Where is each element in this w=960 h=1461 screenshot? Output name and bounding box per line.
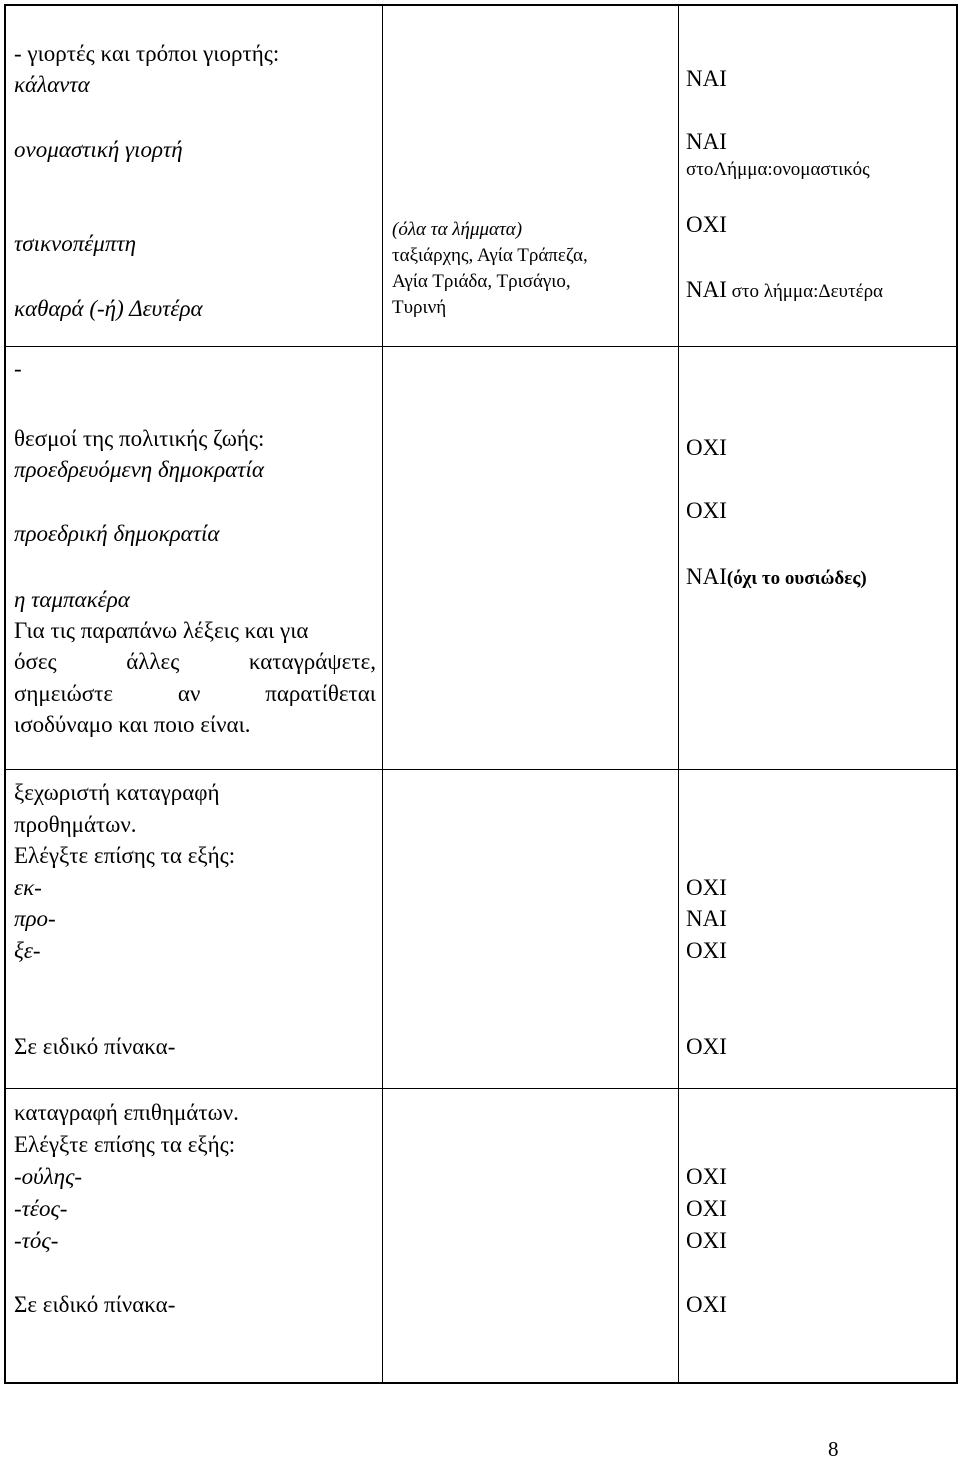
prefix-check: Ελέγξτε επίσης τα εξής: xyxy=(14,843,236,868)
row-divider-prefixes xyxy=(6,1088,956,1089)
prefix-kse: ξε- xyxy=(14,938,41,963)
prefix-kse-answer: ΟΧΙ xyxy=(686,938,727,963)
suffix-tos: -τός- xyxy=(14,1228,59,1253)
special-table-2: Σε ειδικό πίνακα- xyxy=(14,1292,176,1317)
kalanta-term: κάλαντα xyxy=(14,72,90,97)
instruction-line-3 xyxy=(14,678,376,709)
lemmas-line-3: Τυρινή xyxy=(392,297,447,318)
dash-marker: - xyxy=(14,356,22,381)
instruction-word: άλλες xyxy=(126,649,180,674)
kathara-note: στο λήμμα:Δευτέρα xyxy=(726,281,884,302)
suffix-line-1: καταγραφή επιθημάτων. xyxy=(14,1100,239,1125)
kalanta-answer: ΝΑΙ xyxy=(686,66,727,91)
tampakera-answer-line xyxy=(686,561,867,594)
column-divider-2 xyxy=(678,6,679,1382)
suffix-teos: -τέος- xyxy=(14,1196,68,1221)
instruction-word: σημειώστε xyxy=(14,681,114,706)
special-table-1: Σε ειδικό πίνακα- xyxy=(14,1034,176,1059)
tampakera-term: η ταμπακέρα xyxy=(14,587,130,612)
lemmas-line-2: Αγία Τριάδα, Τρισάγιο, xyxy=(392,271,571,292)
instruction-word: καταγράψετε, xyxy=(248,649,376,674)
suffix-tos-answer: ΟΧΙ xyxy=(686,1228,727,1253)
suffix-oulis-answer: ΟΧΙ xyxy=(686,1164,727,1189)
prefix-ek-answer: ΟΧΙ xyxy=(686,875,727,900)
presided-democracy-term: προεδρευόμενη δημοκρατία xyxy=(14,457,264,482)
instruction-word: όσες xyxy=(14,649,57,674)
prefix-line-1: ξεχωριστή καταγραφή xyxy=(14,780,220,805)
row-divider-institutions xyxy=(6,769,956,770)
presidential-democracy-answer: ΟΧΙ xyxy=(686,498,727,523)
institutions-heading: θεσμοί της πολιτικής ζωής: xyxy=(14,426,265,451)
row-divider-holidays xyxy=(6,346,956,347)
instruction-word: παρατίθεται xyxy=(265,681,376,706)
instruction-line-2 xyxy=(14,646,376,677)
name-day-answer: ΝΑΙ xyxy=(686,129,727,154)
instruction-line-1: Για τις παραπάνω λέξεις και για xyxy=(14,618,309,643)
presided-democracy-answer: ΟΧΙ xyxy=(686,435,727,460)
name-day-term: ονομαστική γιορτή xyxy=(14,137,183,162)
special-table-1-answer: ΟΧΙ xyxy=(686,1034,727,1059)
suffix-check: Ελέγξτε επίσης τα εξής: xyxy=(14,1132,236,1157)
prefix-ek: εκ- xyxy=(14,875,42,900)
prefix-pro-answer: ΝΑΙ xyxy=(686,906,727,931)
suffix-teos-answer: ΟΧΙ xyxy=(686,1196,727,1221)
prefix-pro: προ- xyxy=(14,906,56,931)
all-lemmas-note: (όλα τα λήμματα) xyxy=(392,219,523,240)
kathara-answer-line xyxy=(686,274,883,307)
prefix-line-2: προθημάτων. xyxy=(14,812,137,837)
special-table-2-answer: ΟΧΙ xyxy=(686,1292,727,1317)
tampakera-note: (όχι το ουσιώδες) xyxy=(726,568,867,589)
suffix-oulis: -ούλης- xyxy=(14,1164,83,1189)
instruction-line-4: ισοδύναμο και ποιο είναι. xyxy=(14,712,251,737)
kathara-deftera-term: καθαρά (-ή) Δευτέρα xyxy=(14,296,203,321)
tsiknopempti-answer: ΟΧΙ xyxy=(686,212,727,237)
presidential-democracy-term: προεδρική δημοκρατία xyxy=(14,521,220,546)
lemmas-line-1: ταξιάρχης, Αγία Τράπεζα, xyxy=(392,245,588,266)
kathara-answer: ΝΑΙ xyxy=(686,277,727,302)
instruction-word: αν xyxy=(177,681,201,706)
holidays-heading: - γιορτές και τρόποι γιορτής: xyxy=(14,41,280,66)
name-day-note: στοΛήμμα:ονομαστικός xyxy=(686,159,870,180)
tampakera-answer: ΝΑΙ xyxy=(686,564,727,589)
page-number: 8 xyxy=(828,1437,839,1461)
column-divider-1 xyxy=(382,6,383,1382)
tsiknopempti-term: τσικνοπέμπτη xyxy=(14,231,137,256)
